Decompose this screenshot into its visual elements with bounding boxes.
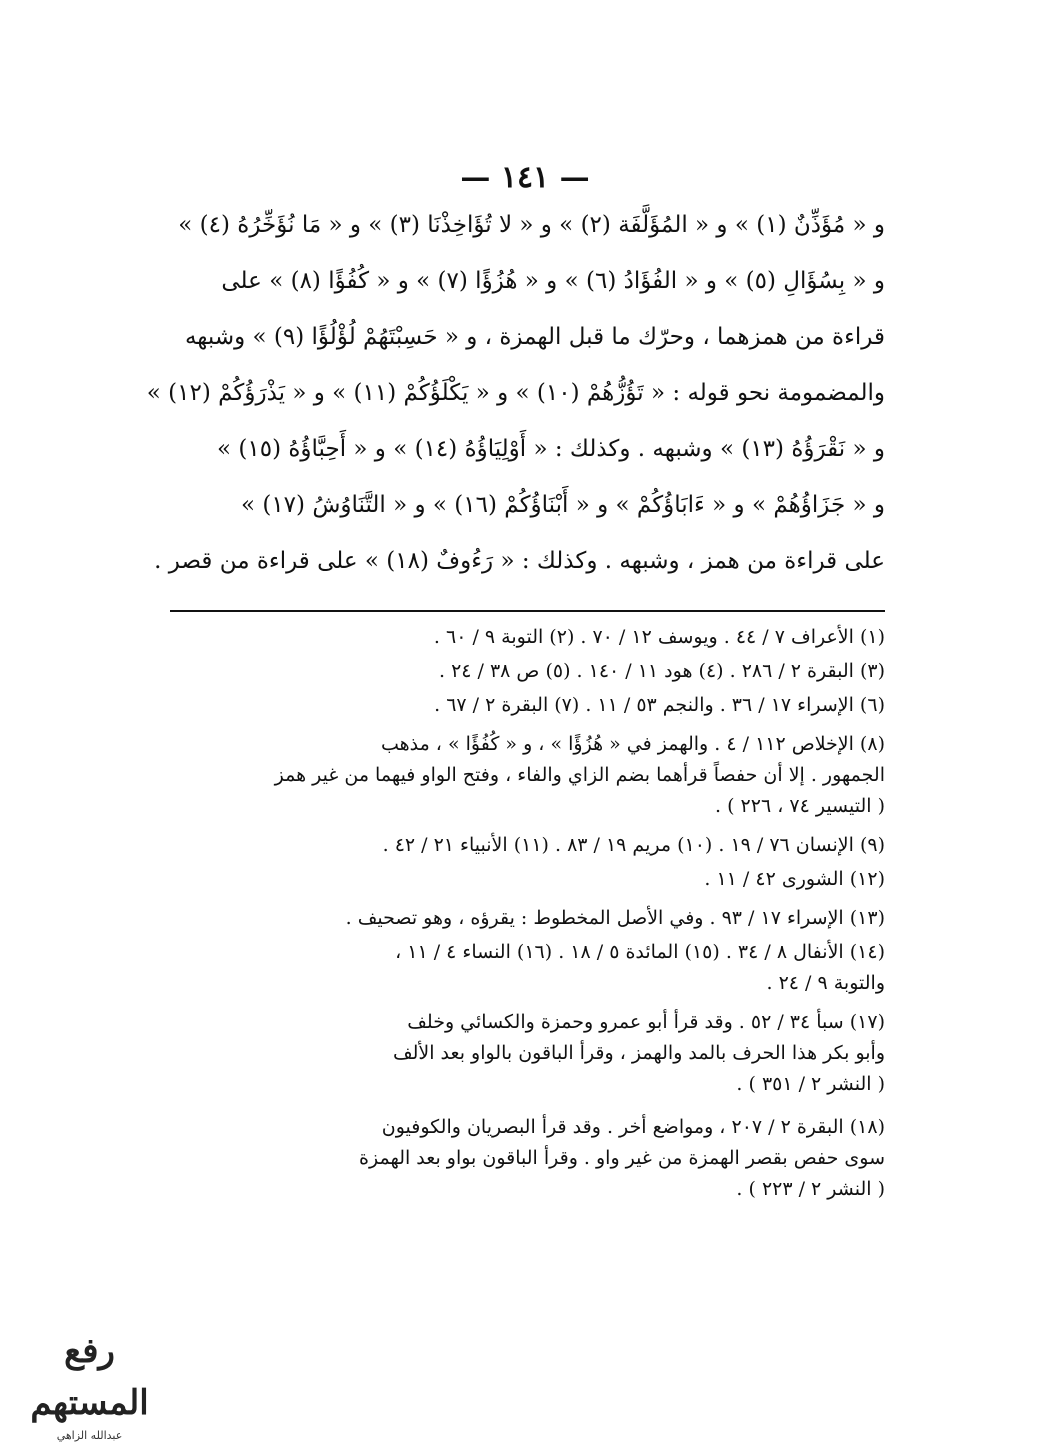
main-text-line: والمضمومة نحو قوله : « تَؤُزُّهُمْ (١٠) » و « يَكْلَؤُكُمْ (١١) » و « يَذْرَؤُكُمْ (١٢) »: [146, 380, 885, 406]
footnote-line: (٦) الإسراء ١٧ / ٣٦ . والنجم ٥٣ / ١١ . (٧) البقرة ٢ / ٦٧ .: [434, 694, 885, 716]
footnote-line: (٨) الإخلاص ١١٢ / ٤ . والهمز في « هُزُؤًا » ، و « كُفُؤًا » ، مذهب: [380, 733, 885, 755]
main-text-line: و « بِسُؤَالِ (٥) » و « الفُؤَادُ (٦) » و « هُزُؤًا (٧) » و « كُفُؤًا (٨) » على: [221, 268, 885, 294]
page-number: — ١٤١ —: [460, 160, 590, 195]
footnote-line: سوى حفص بقصر الهمزة من غير واو . وقرأ الباقون بواو بعد الهمزة: [359, 1147, 885, 1169]
footnote-line: (١٢) الشورى ٤٢ / ١١ .: [704, 868, 885, 890]
footnote-3-5: [150, 656, 885, 687]
main-text-line: قراءة من همزهما ، وحرّك ما قبل الهمزة ، و « حَسِبْتَهُمْ لُؤْلُؤًا (٩) » وشبهه: [184, 324, 885, 350]
footnotes: [150, 622, 885, 1205]
footnote-separator: [170, 610, 885, 612]
footnote-line: (٣) البقرة ٢ / ٢٨٦ . (٤) هود ١١ / ١٤٠ . (٥) ص ٣٨ / ٢٤ .: [438, 660, 885, 682]
footnote-6-7: [150, 690, 885, 721]
main-text-line: و « مُؤَذِّنٌ (١) » و « المُؤَلَّفَة (٢) » و « لا تُؤَاخِذْنَا (٣) » و « مَا نُؤَخِّرُهُ (٤) »: [178, 212, 885, 238]
footnote-17: [150, 1007, 885, 1100]
footnote-line: (١٧) سبأ ٣٤ / ٥٢ . وقد قرأ أبو عمرو وحمزة والكسائي وخلف: [407, 1011, 885, 1033]
footnote-line: (١٨) البقرة ٢ / ٢٠٧ ، ومواضع أخر . وقد قرأ البصريان والكوفيون: [381, 1116, 885, 1138]
footnote-18: [150, 1112, 885, 1205]
footnote-line: (١٤) الأنفال ٨ / ٣٤ . (١٥) المائدة ٥ / ١٨ . (١٦) النساء ٤ / ١١ ،: [395, 941, 885, 963]
stamp-title: رفع المستهم: [30, 1331, 149, 1423]
footnote-line: الجمهور . إلا أن حفصاً قرأهما بضم الزاي والفاء ، وفتح الواو فيهما من غير همز: [274, 764, 885, 786]
main-text-line: على قراءة من همز ، وشبهه . وكذلك : « رَءُوفٌ (١٨) » على قراءة من قصر .: [154, 548, 885, 574]
footnote-line: ( التيسير ٧٤ ، ٢٢٦ ) .: [715, 795, 885, 817]
footnote-13: [150, 903, 885, 934]
footnote-9-11: [150, 830, 885, 861]
footnote-line: ( النشر ٢ / ٢٢٣ ) .: [736, 1178, 885, 1200]
footnote-line: (١) الأعراف ٧ / ٤٤ . ويوسف ١٢ / ٧٠ . (٢) التوبة ٩ / ٦٠ .: [433, 626, 885, 648]
main-text-line: و « نَقْرَؤُهُ (١٣) » وشبهه . وكذلك : « أَوْلِيَاؤُهُ (١٤) » و « أَحِبَّاؤُهُ (١٥) »: [217, 436, 885, 462]
main-text: [146, 212, 885, 604]
footnote-line: والتوبة ٩ / ٢٤ .: [766, 972, 885, 994]
footnote-8: [150, 729, 885, 822]
footnote-line: (١٣) الإسراء ١٧ / ٩٣ . وفي الأصل المخطوط : يقرؤه ، وهو تصحيف .: [345, 907, 885, 929]
footnote-14-16: [150, 937, 885, 999]
footnote-12: [150, 864, 885, 895]
footnote-line: وأبو بكر هذا الحرف بالمد والهمز ، وقرأ الباقون بالواو بعد الألف: [392, 1042, 885, 1064]
stamp-subtitle: عبدالله الزاهي: [56, 1429, 123, 1442]
footnote-line: (٩) الإنسان ٧٦ / ١٩ . (١٠) مريم ١٩ / ٨٣ . (١١) الأنبياء ٢١ / ٤٢ .: [382, 834, 885, 856]
library-stamp: [12, 1325, 167, 1442]
footnote-line: ( النشر ٢ / ٣٥١ ) .: [736, 1073, 885, 1095]
footnote-1-2: [150, 622, 885, 653]
main-text-line: و « جَزَاؤُهُمْ » و « ءَابَاؤُكُمْ » و « أَبْنَاؤُكُمْ (١٦) » و « التَّنَاوُشُ (١٧) »: [240, 492, 885, 518]
